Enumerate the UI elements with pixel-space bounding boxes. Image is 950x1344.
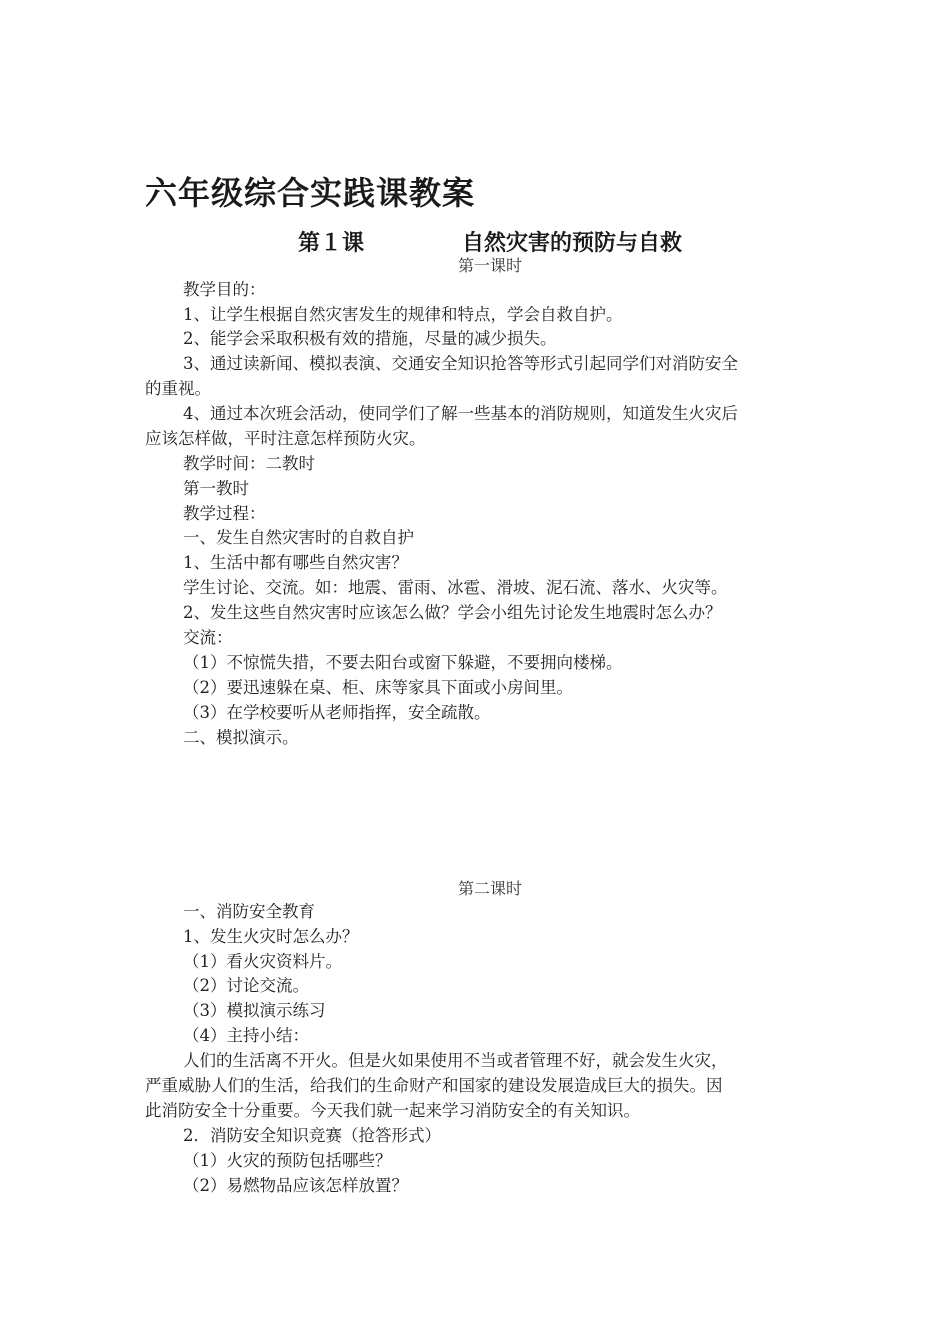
paragraph-line: 2、能学会采取积极有效的措施，尽量的减少损失。 xyxy=(183,329,557,348)
paragraph-line: 的重视。 xyxy=(145,379,211,398)
paragraph-line: 人们的生活离不开火。但是火如果使用不当或者管理不好，就会发生火灾， xyxy=(183,1051,728,1070)
paragraph-line: 教学过程： xyxy=(183,504,266,523)
paragraph-line: 应该怎样做，平时注意怎样预防火灾。 xyxy=(145,429,426,448)
paragraph-line: （2）要迅速躲在桌、柜、床等家具下面或小房间里。 xyxy=(183,678,573,697)
lesson-name: 自然灾害的预防与自救 xyxy=(462,230,683,256)
paragraph-line: （1）火灾的预防包括哪些？ xyxy=(183,1151,392,1170)
period-heading-1: 第一课时 xyxy=(457,256,522,275)
paragraph-line: （3）模拟演示练习 xyxy=(183,1001,326,1020)
paragraph-line: 4、通过本次班会活动，使同学们了解一些基本的消防规则，知道发生火灾后 xyxy=(183,404,738,423)
paragraph-line: 此消防安全十分重要。今天我们就一起来学习消防安全的有关知识。 xyxy=(145,1101,640,1120)
paragraph-line: 交流： xyxy=(183,628,233,647)
paragraph-line: 1、生活中都有哪些自然灾害？ xyxy=(183,553,408,572)
paragraph-line: 2、发生这些自然灾害时应该怎么做？学会小组先讨论发生地震时怎么办？ xyxy=(183,603,722,622)
paragraph-line: 2．消防安全知识竞赛（抢答形式） xyxy=(183,1126,441,1145)
document-title: 六年级综合实践课教案 xyxy=(145,174,476,212)
period-heading-2: 第二课时 xyxy=(457,879,522,898)
paragraph-line: 3、通过读新闻、模拟表演、交通安全知识抢答等形式引起同学们对消防安全 xyxy=(183,354,738,373)
paragraph-line: （3）在学校要听从老师指挥，安全疏散。 xyxy=(183,703,491,722)
paragraph-line: 严重威胁人们的生活，给我们的生命财产和国家的建设发展造成巨大的损失。因 xyxy=(145,1076,723,1095)
paragraph-line: 1、发生火灾时怎么办？ xyxy=(183,927,359,946)
paragraph-line: 教学时间：二教时 xyxy=(183,454,315,473)
paragraph-line: 学生讨论、交流。如：地震、雷雨、冰雹、滑坡、泥石流、落水、火灾等。 xyxy=(183,578,728,597)
paragraph-line: （2）讨论交流。 xyxy=(183,976,309,995)
lesson-heading xyxy=(0,226,950,256)
paragraph-line: 一、消防安全教育 xyxy=(183,902,315,921)
paragraph-line: （1）看火灾资料片。 xyxy=(183,952,342,971)
paragraph-line: 一、发生自然灾害时的自救自护 xyxy=(183,528,414,547)
paragraph-line: 第一教时 xyxy=(183,479,249,498)
paragraph-line: （2）易燃物品应该怎样放置？ xyxy=(183,1176,408,1195)
paragraph-line: 教学目的： xyxy=(183,280,266,299)
paragraph-line: 1、让学生根据自然灾害发生的规律和特点，学会自救自护。 xyxy=(183,305,623,324)
lesson-number: 第１课 xyxy=(298,230,365,256)
paragraph-line: （1）不惊慌失措，不要去阳台或窗下躲避，不要拥向楼梯。 xyxy=(183,653,623,672)
paragraph-line: 二、模拟演示。 xyxy=(183,728,299,747)
paragraph-line: （4）主持小结： xyxy=(183,1026,309,1045)
